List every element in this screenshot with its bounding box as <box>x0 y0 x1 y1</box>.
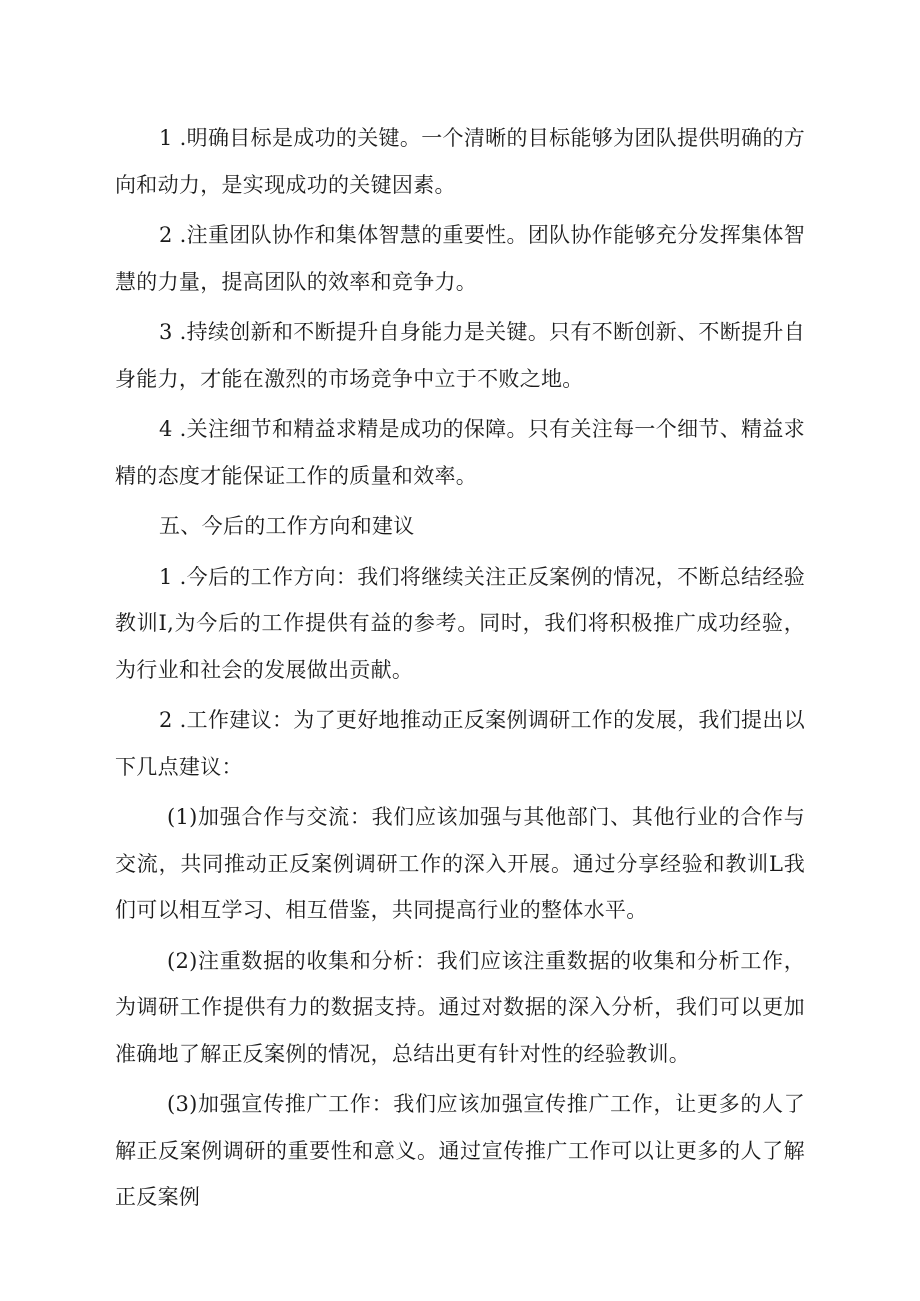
paragraph-suggestions-intro: 2 .工作建议：为了更好地推动正反案例调研工作的发展，我们提出以下几点建议： <box>115 708 805 779</box>
section-heading: 五、今后的工作方向和建议 <box>159 514 415 538</box>
paragraph-suggestion-1: (1)加强合作与交流：我们应该加强与其他部门、其他行业的合作与交流，共同推动正反案例调研工作的深入开展。通过分享经验和教训L我们可以相互学习、相互借鉴，共同提高行业的整体水平。 <box>115 805 805 922</box>
paragraph-lesson-2: 2 .注重团队协作和集体智慧的重要性。团队协作能够充分发挥集体智慧的力量，提高团队的效率和竞争力。 <box>115 223 805 294</box>
paragraph-lesson-1: 1 .明确目标是成功的关键。一个清晰的目标能够为团队提供明确的方向和动力，是实现成功的关键因素。 <box>115 126 805 197</box>
paragraph-suggestion-2: (2)注重数据的收集和分析：我们应该注重数据的收集和分析工作，为调研工作提供有力的数据支持。通过对数据的深入分析，我们可以更加准确地了解正反案例的情况，总结出更有针对性的经验教训。 <box>115 948 805 1066</box>
paragraph-lesson-3: 3 .持续创新和不断提升自身能力是关键。只有不断创新、不断提升自身能力，才能在激烈的市场竞争中立于不败之地。 <box>115 320 805 391</box>
paragraph-suggestion-3: (3)加强宣传推广工作：我们应该加强宣传推广工作，让更多的人了解正反案例调研的重要性和意义。通过宣传推广工作可以让更多的人了解正反案例 <box>115 1092 805 1209</box>
paragraph-direction: 1 .今后的工作方向：我们将继续关注正反案例的情况，不断总结经验教训I,为今后的工作提供有益的参考。同时，我们将积极推广成功经验，为行业和社会的发展做出贡献。 <box>115 564 805 682</box>
paragraph-lesson-4: 4 .关注细节和精益求精是成功的保障。只有关注每一个细节、精益求精的态度才能保证工作的质量和效率。 <box>115 417 805 488</box>
document-body <box>115 115 805 1225</box>
